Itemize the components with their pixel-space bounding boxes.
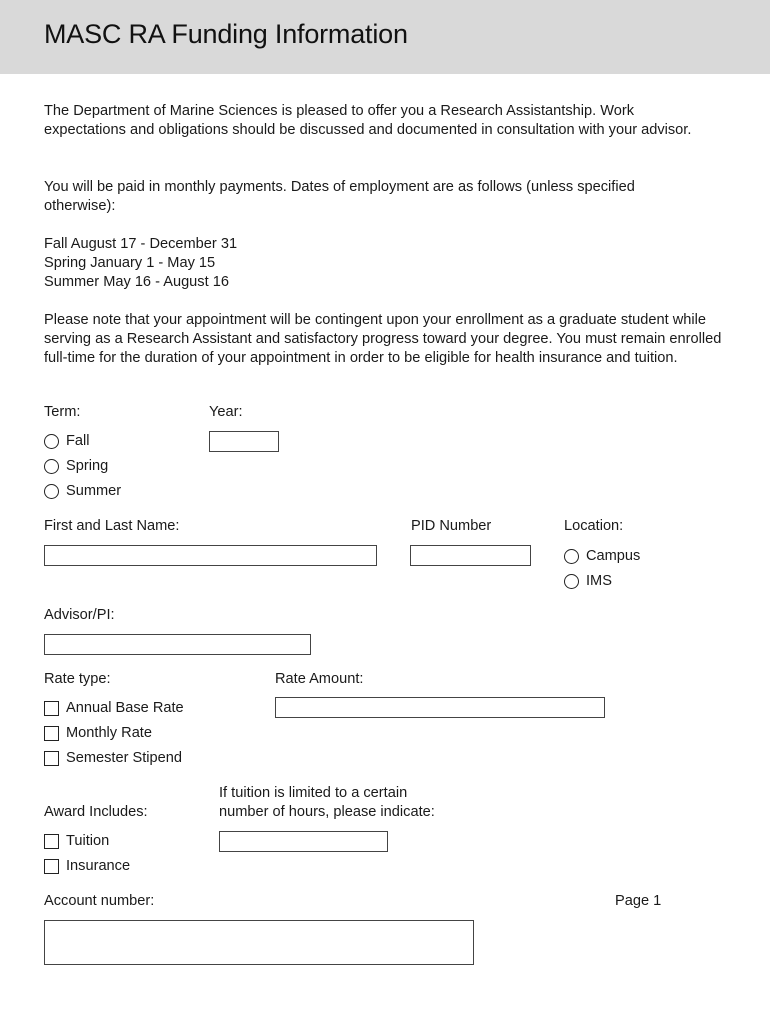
rate-option-annual[interactable]	[44, 700, 184, 716]
rate-option-label: Monthly Rate	[66, 725, 152, 741]
account-label: Account number:	[44, 893, 155, 909]
radio-circle-icon[interactable]	[44, 459, 59, 474]
advisor-input[interactable]	[44, 634, 311, 655]
date-spring: Spring January 1 - May 15	[44, 255, 216, 271]
page-number: Page 1	[615, 893, 662, 909]
location-option-ims[interactable]	[564, 573, 612, 589]
radio-circle-icon[interactable]	[44, 484, 59, 499]
radio-circle-icon[interactable]	[564, 549, 579, 564]
account-input[interactable]	[44, 920, 474, 965]
date-fall: Fall August 17 - December 31	[44, 236, 238, 252]
term-option-label: Spring	[66, 458, 109, 474]
award-option-label: Insurance	[66, 858, 131, 874]
checkbox-icon[interactable]	[44, 834, 59, 849]
name-input[interactable]	[44, 545, 377, 566]
term-option-label: Summer	[66, 483, 122, 499]
award-label: Award Includes:	[44, 804, 148, 820]
rate-amount-input[interactable]	[275, 697, 605, 718]
date-summer: Summer May 16 - August 16	[44, 274, 229, 290]
location-label: Location:	[564, 518, 624, 534]
page-header	[0, 0, 770, 74]
name-label: First and Last Name:	[44, 518, 180, 534]
rate-amount-label: Rate Amount:	[275, 671, 364, 687]
award-option-label: Tuition	[66, 833, 110, 849]
intro-paragraph-3: Please note that your appointment will be contingent upon your enrollment as a graduate student while serving as a Research Assistant and satisfactory progress toward your degree. You must remain enrolled full-time for the duration of your appointment in order to be eligible for health insurance and tuition.	[44, 312, 722, 366]
checkbox-icon[interactable]	[44, 751, 59, 766]
award-option-tuition[interactable]	[44, 833, 109, 849]
award-option-insurance[interactable]	[44, 858, 130, 874]
year-label: Year:	[209, 404, 243, 420]
term-option-summer[interactable]	[44, 483, 121, 499]
advisor-label: Advisor/PI:	[44, 607, 115, 623]
checkbox-icon[interactable]	[44, 859, 59, 874]
rate-type-label: Rate type:	[44, 671, 111, 687]
term-option-fall[interactable]	[44, 433, 90, 449]
term-label: Term:	[44, 404, 81, 420]
rate-option-label: Annual Base Rate	[66, 700, 184, 716]
radio-circle-icon[interactable]	[44, 434, 59, 449]
location-option-label: Campus	[586, 548, 641, 564]
intro-paragraph-1: The Department of Marine Sciences is pleased to offer you a Research Assistantship. Work expectations and obligations should be discussed and documented in consultation with your advisor.	[44, 103, 692, 138]
pid-input[interactable]	[410, 545, 531, 566]
location-option-campus[interactable]	[564, 548, 640, 564]
radio-circle-icon[interactable]	[564, 574, 579, 589]
location-option-label: IMS	[586, 573, 612, 589]
year-input[interactable]	[209, 431, 279, 452]
intro-paragraph-2: You will be paid in monthly payments. Dates of employment are as follows (unless specified otherwise):	[44, 179, 635, 214]
term-option-spring[interactable]	[44, 458, 108, 474]
checkbox-icon[interactable]	[44, 726, 59, 741]
rate-option-monthly[interactable]	[44, 725, 152, 741]
term-option-label: Fall	[66, 433, 90, 449]
tuition-hours-label-line1: If tuition is limited to a certain	[219, 785, 408, 801]
checkbox-icon[interactable]	[44, 701, 59, 716]
tuition-hours-label-line2: number of hours, please indicate:	[219, 804, 435, 820]
pid-label: PID Number	[411, 518, 492, 534]
tuition-hours-input[interactable]	[219, 831, 388, 852]
page-title: MASC RA Funding Information	[44, 19, 408, 49]
rate-option-semester[interactable]	[44, 750, 182, 766]
rate-option-label: Semester Stipend	[66, 750, 183, 766]
employment-dates	[44, 235, 237, 292]
